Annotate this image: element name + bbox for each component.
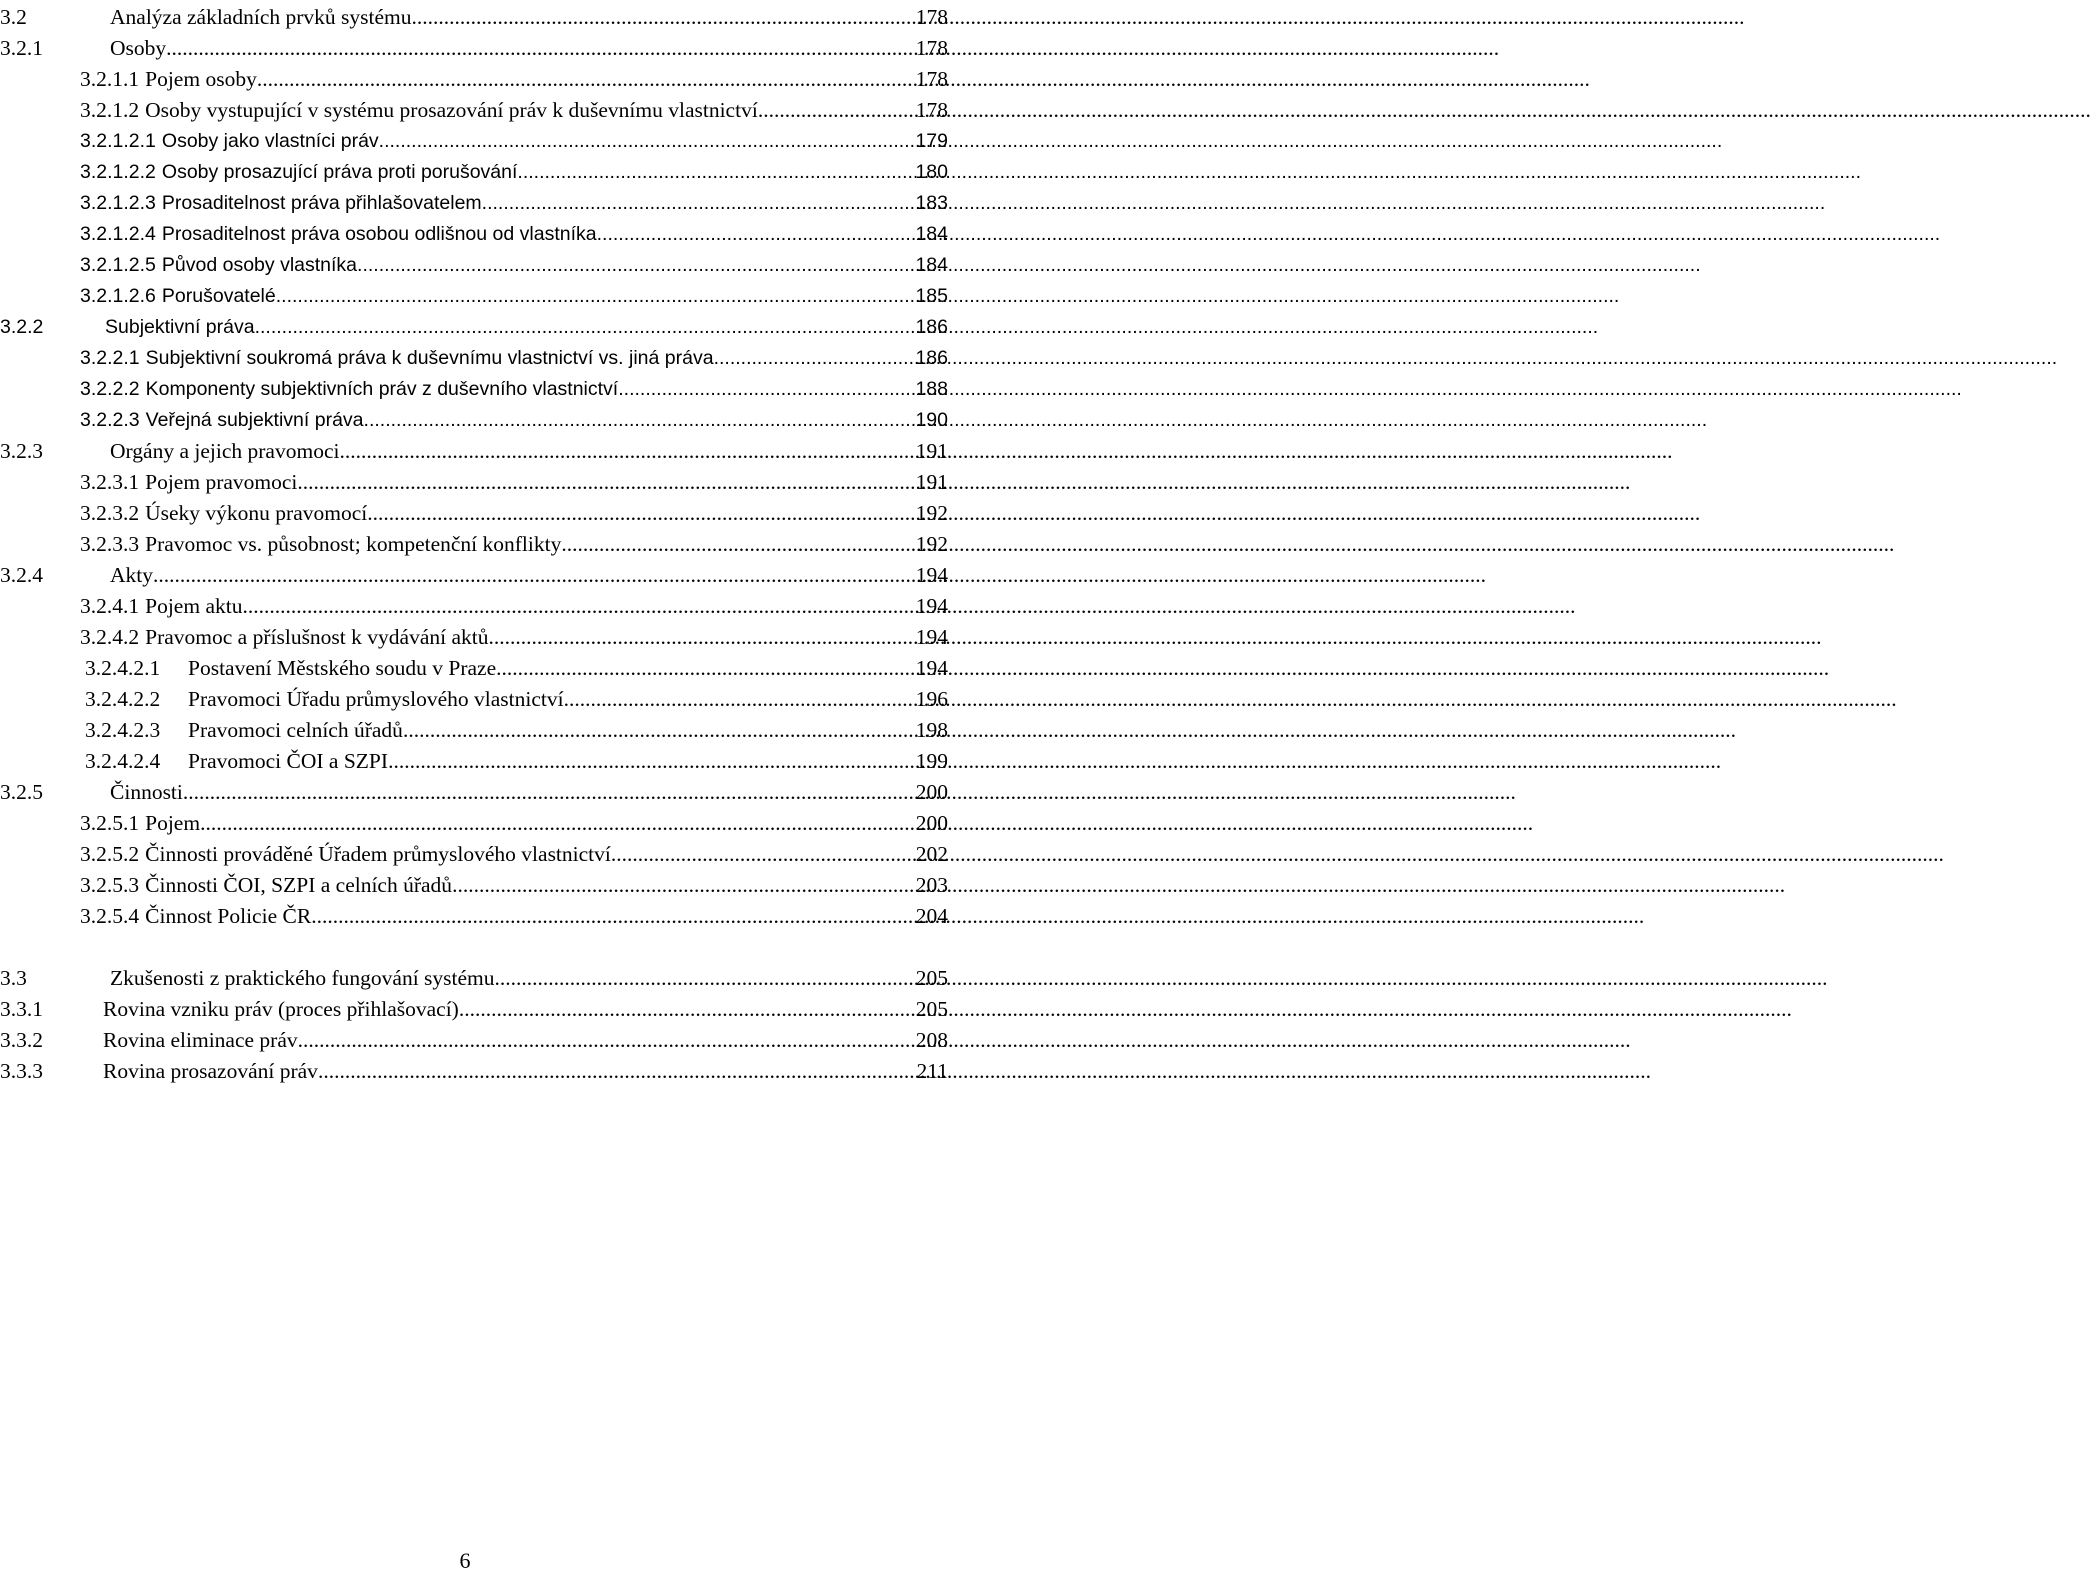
toc-entry-page: 188 (915, 378, 948, 400)
toc-entry-number: 3.2.1.2 (80, 98, 140, 122)
toc-entry[interactable] (0, 93, 948, 124)
toc-entry[interactable] (0, 713, 948, 744)
toc-leader-dots (183, 778, 913, 806)
toc-entry-page: 199 (915, 749, 948, 773)
toc-leader-dots (482, 189, 913, 217)
toc-entry-number: 3.2.5.4 (80, 904, 140, 928)
toc-entry[interactable] (0, 1054, 948, 1085)
toc-leader-dots (561, 530, 912, 558)
toc-entry-number: 3.2.1.2.3 (80, 192, 156, 214)
toc-entry-page: 204 (915, 904, 948, 928)
toc-entry-page: 185 (915, 285, 948, 307)
toc-entry-number: 3.2.2.2 (80, 378, 140, 400)
toc-entry-title: Analýza základních prvků systému (110, 5, 412, 29)
toc-entry[interactable] (0, 837, 948, 868)
toc-entry[interactable] (0, 248, 948, 279)
toc-entry-title: Činnosti ČOI, SZPI a celních úřadů (145, 873, 453, 897)
toc-leader-dots (618, 375, 912, 403)
toc-entry-title: Pojem aktu (145, 594, 243, 618)
toc-entry-page: 190 (915, 409, 948, 431)
toc-entry-title: Osoby vystupující v systému prosazování práv k duševnímu vlastnictví (145, 98, 758, 122)
toc-entry[interactable] (0, 775, 948, 806)
toc-entry-number: 3.2.2.3 (80, 409, 140, 431)
toc-entry-page: 184 (915, 254, 948, 276)
toc-entry-title: Osoby prosazující práva proti porušování (161, 161, 518, 183)
toc-entry[interactable] (0, 434, 948, 465)
toc-leader-dots (242, 592, 912, 620)
toc-entry[interactable] (0, 527, 948, 558)
toc-entry[interactable] (0, 744, 948, 775)
toc-entry-page: 191 (915, 470, 948, 494)
toc-entry-title: Osoby (110, 36, 167, 60)
toc-entry-number: 3.2.1.2.2 (80, 161, 156, 183)
toc-entry-page: 180 (915, 161, 948, 183)
toc-entry-number: 3.2.1.1 (80, 67, 140, 91)
toc-entry-number: 3.2.5.1 (80, 811, 140, 835)
toc-entry[interactable] (0, 403, 948, 434)
toc-entry-number: 3.2.3 (0, 439, 43, 463)
toc-leader-dots (276, 282, 913, 310)
toc-entry[interactable] (0, 341, 948, 372)
toc-entry-page: 208 (915, 1028, 948, 1052)
toc-entry-page: 200 (915, 811, 948, 835)
toc-entry-number: 3.2.4.2.3 (85, 718, 161, 742)
toc-entry-page: 178 (915, 5, 948, 29)
toc-entry-number: 3.2.5.2 (80, 842, 140, 866)
toc-entry-title: Úseky výkonu pravomocí (145, 501, 368, 525)
toc-entry[interactable] (0, 279, 948, 310)
toc-entry-number: 3.2.4 (0, 563, 43, 587)
toc-entry-page: 186 (915, 316, 948, 338)
toc-entry[interactable] (0, 651, 948, 682)
toc-entry-title: Rovina eliminace práv (103, 1028, 298, 1052)
toc-entry-number: 3.2.1.2.4 (80, 223, 156, 245)
toc-leader-dots (297, 468, 912, 496)
toc-entry-title: Pravomoci celních úřadů (188, 718, 403, 742)
toc-entry-page: 203 (915, 873, 948, 897)
toc-entry-page: 198 (915, 718, 948, 742)
toc-entry-page: 196 (915, 687, 948, 711)
toc-entry-number: 3.2.1.2.6 (80, 285, 156, 307)
toc-entry[interactable] (0, 62, 948, 93)
toc-entry-number: 3.2.1 (0, 36, 43, 60)
toc-leader-dots (388, 747, 913, 775)
toc-entry-page: 205 (915, 997, 948, 1021)
toc-entry-number: 3.2.4.2.1 (85, 656, 161, 680)
toc-entry-number: 3.2.3.3 (80, 532, 140, 556)
toc-entry[interactable] (0, 496, 948, 527)
toc-leader-dots (496, 654, 913, 682)
toc-entry-page: 178 (915, 36, 948, 60)
toc-entry-number: 3.2.4.1 (80, 594, 140, 618)
toc-entry-title: Akty (110, 563, 153, 587)
toc-entry[interactable] (0, 310, 948, 341)
toc-entry[interactable] (0, 682, 948, 713)
toc-entry-title: Pojem pravomoci (145, 470, 298, 494)
toc-entry-number: 3.2.5.3 (80, 873, 140, 897)
toc-entry[interactable] (0, 186, 948, 217)
toc-entry-number: 3.3.1 (0, 997, 43, 1021)
toc-entry-page: 178 (915, 67, 948, 91)
toc-leader-dots (311, 902, 913, 930)
toc-entry-title: Prosaditelnost práva osobou odlišnou od vlastníka (161, 223, 597, 245)
toc-entry[interactable] (0, 992, 948, 1023)
toc-entry-title: Subjektivní práva (105, 316, 255, 338)
toc-leader-dots (318, 1057, 914, 1085)
toc-entry-page: 183 (915, 192, 948, 214)
toc-entry[interactable] (0, 961, 948, 992)
toc-entry-title: Prosaditelnost práva přihlašovatelem (161, 192, 482, 214)
toc-leader-dots (452, 871, 913, 899)
toc-entry-number: 3.2.4.2.4 (85, 749, 161, 773)
toc-entry-page: 205 (915, 966, 948, 990)
toc-leader-dots (412, 3, 913, 31)
toc-entry-title: Porušovatelé (161, 285, 276, 307)
toc-leader-dots (379, 127, 913, 155)
toc-leader-dots (517, 158, 912, 186)
toc-entry-number: 3.3.3 (0, 1059, 43, 1083)
toc-leader-dots (488, 623, 912, 651)
toc-entry-page: 194 (915, 656, 948, 680)
toc-entry-title: Orgány a jejich pravomoci (110, 439, 340, 463)
toc-entry-page: 200 (915, 780, 948, 804)
toc-entry-number: 3.3 (0, 966, 27, 990)
toc-entry-page: 191 (915, 439, 948, 463)
toc-entry-title: Postavení Městského soudu v Praze (188, 656, 497, 680)
toc-leader-dots (564, 685, 913, 713)
toc-entry-title: Zkušenosti z praktického fungování systému (110, 966, 495, 990)
toc-entry[interactable] (0, 0, 948, 31)
toc-entry[interactable] (0, 899, 948, 930)
toc-entry-number: 3.2 (0, 5, 27, 29)
toc-entry-title: Pravomoc vs. působnost; kompetenční konflikty (145, 532, 562, 556)
toc-entry[interactable] (0, 155, 948, 186)
toc-entry[interactable] (0, 465, 948, 496)
toc-entry-page: 192 (915, 532, 948, 556)
toc-entry-number: 3.2.4.2.2 (85, 687, 161, 711)
toc-leader-dots (298, 1026, 913, 1054)
toc-entry[interactable] (0, 124, 948, 155)
toc-leader-dots (339, 437, 912, 465)
toc-leader-dots (459, 995, 913, 1023)
toc-leader-dots (597, 220, 913, 248)
toc-entry-page: 186 (915, 347, 948, 369)
toc-entry[interactable] (0, 1023, 948, 1054)
toc-entry-page: 211 (916, 1059, 948, 1083)
page-number: 6 (459, 1548, 471, 1573)
toc-entry-page: 194 (915, 625, 948, 649)
toc-entry-number: 3.2.5 (0, 780, 43, 804)
toc-entry-title: Rovina prosazování práv (103, 1059, 318, 1083)
toc-entry-title: Osoby jako vlastníci práv (161, 130, 379, 152)
toc-entry[interactable] (0, 217, 948, 248)
toc-entry[interactable] (0, 868, 948, 899)
toc-leader-dots (403, 716, 913, 744)
toc-entry-title: Veřejná subjektivní práva (145, 409, 364, 431)
toc-entry-title: Pravomoc a příslušnost k vydávání aktů (145, 625, 489, 649)
toc-leader-dots (257, 65, 913, 93)
toc-leader-dots (495, 964, 913, 992)
toc-entry-title: Činnost Policie ČR (145, 904, 312, 928)
toc-entry-page: 194 (915, 594, 948, 618)
toc-entry-page: 179 (915, 130, 948, 152)
toc-entry-page: 184 (915, 223, 948, 245)
toc-entry-number: 3.2.4.2 (80, 625, 140, 649)
toc-entry[interactable] (0, 620, 948, 651)
toc-entry-title: Činnosti prováděné Úřadem průmyslového vlastnictví (145, 842, 611, 866)
toc-entry[interactable] (0, 31, 948, 62)
toc-entry-title: Pravomoci Úřadu průmyslového vlastnictví (188, 687, 564, 711)
toc-entry-number: 3.2.3.2 (80, 501, 140, 525)
toc-entry-title: Pojem (145, 811, 201, 835)
toc-entry-page: 202 (915, 842, 948, 866)
toc-entry-title: Rovina vzniku práv (proces přihlašovací) (103, 997, 459, 1021)
toc-entry[interactable] (0, 589, 948, 620)
toc-entry-title: Činnosti (110, 780, 183, 804)
toc-entry-number: 3.3.2 (0, 1028, 43, 1052)
toc-leader-dots (364, 406, 913, 434)
toc-entry-title: Pojem osoby (145, 67, 257, 91)
toc-leader-dots (255, 313, 913, 341)
toc-leader-dots (758, 96, 913, 124)
toc-entry-page: 194 (915, 563, 948, 587)
toc-entry-title: Pravomoci ČOI a SZPI (188, 749, 389, 773)
toc-leader-dots (166, 34, 913, 62)
toc-entry-title: Komponenty subjektivních práv z duševního vlastnictví (145, 378, 619, 400)
toc-leader-dots (153, 561, 913, 589)
toc-leader-dots (357, 251, 912, 279)
toc-entry-page: 192 (915, 501, 948, 525)
toc-leader-dots (714, 344, 913, 372)
toc-leader-dots (200, 809, 913, 837)
toc-leader-dots (367, 499, 912, 527)
toc-entry-number: 3.2.2.1 (80, 347, 140, 369)
toc-entry-number: 3.2.2 (0, 316, 44, 338)
toc-entry-number: 3.2.3.1 (80, 470, 140, 494)
toc-entry[interactable] (0, 558, 948, 589)
toc-entry-number: 3.2.1.2.5 (80, 254, 156, 276)
toc-entry[interactable] (0, 372, 948, 403)
toc-entry[interactable] (0, 806, 948, 837)
toc-entry-title: Původ osoby vlastníka (161, 254, 358, 276)
toc-entry-title: Subjektivní soukromá práva k duševnímu vlastnictví vs. jiná práva (145, 347, 714, 369)
toc-leader-dots (611, 840, 913, 868)
toc-entry-page: 178 (915, 98, 948, 122)
toc-entry-number: 3.2.1.2.1 (80, 130, 156, 152)
